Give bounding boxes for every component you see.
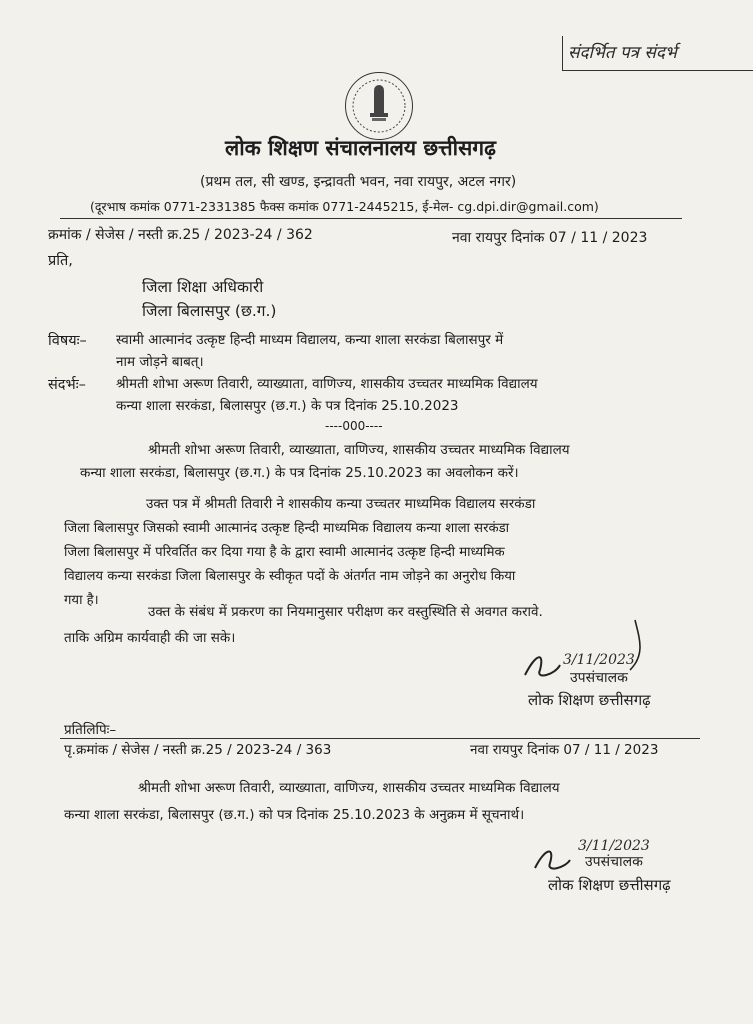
office-title: लोक शिक्षण संचालनालय छत्तीसगढ़ — [225, 136, 496, 160]
separator: ----000---- — [325, 419, 383, 433]
para2-line-4: विद्यालय कन्या सरकंडा जिला बिलासपुर के स्वीकृत पदों के अंतर्गत नाम जोड़ने का अनुरोध किया — [64, 569, 516, 584]
para1-line-1: श्रीमती शोभा अरूण तिवारी, व्याख्याता, वाणिज्य, शासकीय उच्चतर माध्यमिक विद्यालय — [148, 442, 570, 458]
letter-place-date: नवा रायपुर दिनांक 07 / 11 / 2023 — [452, 230, 648, 246]
signatory-office-2: लोक शिक्षण छत्तीसगढ़ — [548, 876, 671, 894]
state-emblem-icon — [345, 72, 413, 140]
copy-label: प्रतिलिपिः– — [64, 722, 117, 738]
para2-line-1: उक्त पत्र में श्रीमती तिवारी ने शासकीय कन्या उच्चतर माध्यमिक विद्यालय सरकंडा — [146, 496, 536, 512]
office-address: (प्रथम तल, सी खण्ड, इन्द्रावती भवन, नवा रायपुर, अटल नगर) — [200, 174, 517, 190]
para2-line-3: जिला बिलासपुर में परिवर्तित कर दिया गया है के द्वारा स्वामी आत्मानंद उत्कृष्ट हिन्दी माध्यमिक — [64, 545, 505, 560]
recipient-line-1: जिला शिक्षा अधिकारी — [142, 278, 264, 296]
copy-ref-no: पृ.क्रमांक / सेजेस / नस्ती क्र.25 / 2023-24 / 363 — [64, 742, 332, 758]
letter-ref-no: क्रमांक / सेजेस / नस्ती क्र.25 / 2023-24 / 362 — [48, 227, 313, 243]
reference-line-2: कन्या शाला सरकंडा, बिलासपुर (छ.ग.) के पत्र दिनांक 25.10.2023 — [116, 398, 459, 414]
signatory-title-2: उपसंचालक — [585, 854, 643, 870]
para3-line-1: उक्त के संबंध में प्रकरण का नियमानुसार परीक्षण कर वस्तुस्थिति से अवगत करावे. — [148, 604, 543, 620]
handwritten-stamp-note: संदर्भित पत्र संदर्भ — [568, 43, 677, 63]
header-divider — [60, 218, 682, 219]
subject-line-2: नाम जोड़ने बाबत्। — [116, 354, 204, 370]
reference-line-1: श्रीमती शोभा अरूण तिवारी, व्याख्याता, वाणिज्य, शासकीय उच्चतर माध्यमिक विद्यालय — [116, 376, 538, 392]
copy-line-2: कन्या शाला सरकंडा, बिलासपुर (छ.ग.) को पत्र दिनांक 25.10.2023 के अनुक्रम में सूचनार्थ। — [64, 807, 525, 823]
para2-line-2: जिला बिलासपुर जिसको स्वामी आत्मानंद उत्कृष्ट हिन्दी माध्यमिक विद्यालय कन्या शाला सरकंडा — [64, 521, 510, 536]
recipient-line-2: जिला बिलासपुर (छ.ग.) — [142, 302, 277, 320]
office-contact: (दूरभाष कमांक 0771-2331385 फैक्स कमांक 0771-2445215, ई-मेल- cg.dpi.dir@gmail.com) — [90, 199, 599, 214]
copy-line-1: श्रीमती शोभा अरूण तिवारी, व्याख्याता, वाणिज्य, शासकीय उच्चतर माध्यमिक विद्यालय — [138, 780, 560, 796]
signatory-title-1: उपसंचालक — [570, 670, 628, 686]
reference-label: संदर्भः– — [48, 377, 86, 393]
subject-label: विषयः– — [48, 333, 87, 349]
signatory-office-1: लोक शिक्षण छत्तीसगढ़ — [528, 691, 651, 709]
para3-line-2: ताकि अग्रिम कार्यवाही की जा सके। — [64, 630, 236, 646]
para2-line-5: गया है। — [64, 593, 99, 608]
prati-label: प्रति, — [48, 253, 73, 269]
copy-place-date: नवा रायपुर दिनांक 07 / 11 / 2023 — [470, 742, 659, 758]
copy-divider — [60, 738, 700, 739]
para1-line-2: कन्या शाला सरकंडा, बिलासपुर (छ.ग.) के पत्र दिनांक 25.10.2023 का अवलोकन करें। — [80, 465, 519, 481]
signature-2-date: 3/11/2023 — [578, 838, 650, 854]
subject-line-1: स्वामी आत्मानंद उत्कृष्ट हिन्दी माध्यम विद्यालय, कन्या शाला सरकंडा बिलासपुर में — [116, 332, 504, 348]
signature-1-date: 3/11/2023 — [563, 652, 635, 668]
